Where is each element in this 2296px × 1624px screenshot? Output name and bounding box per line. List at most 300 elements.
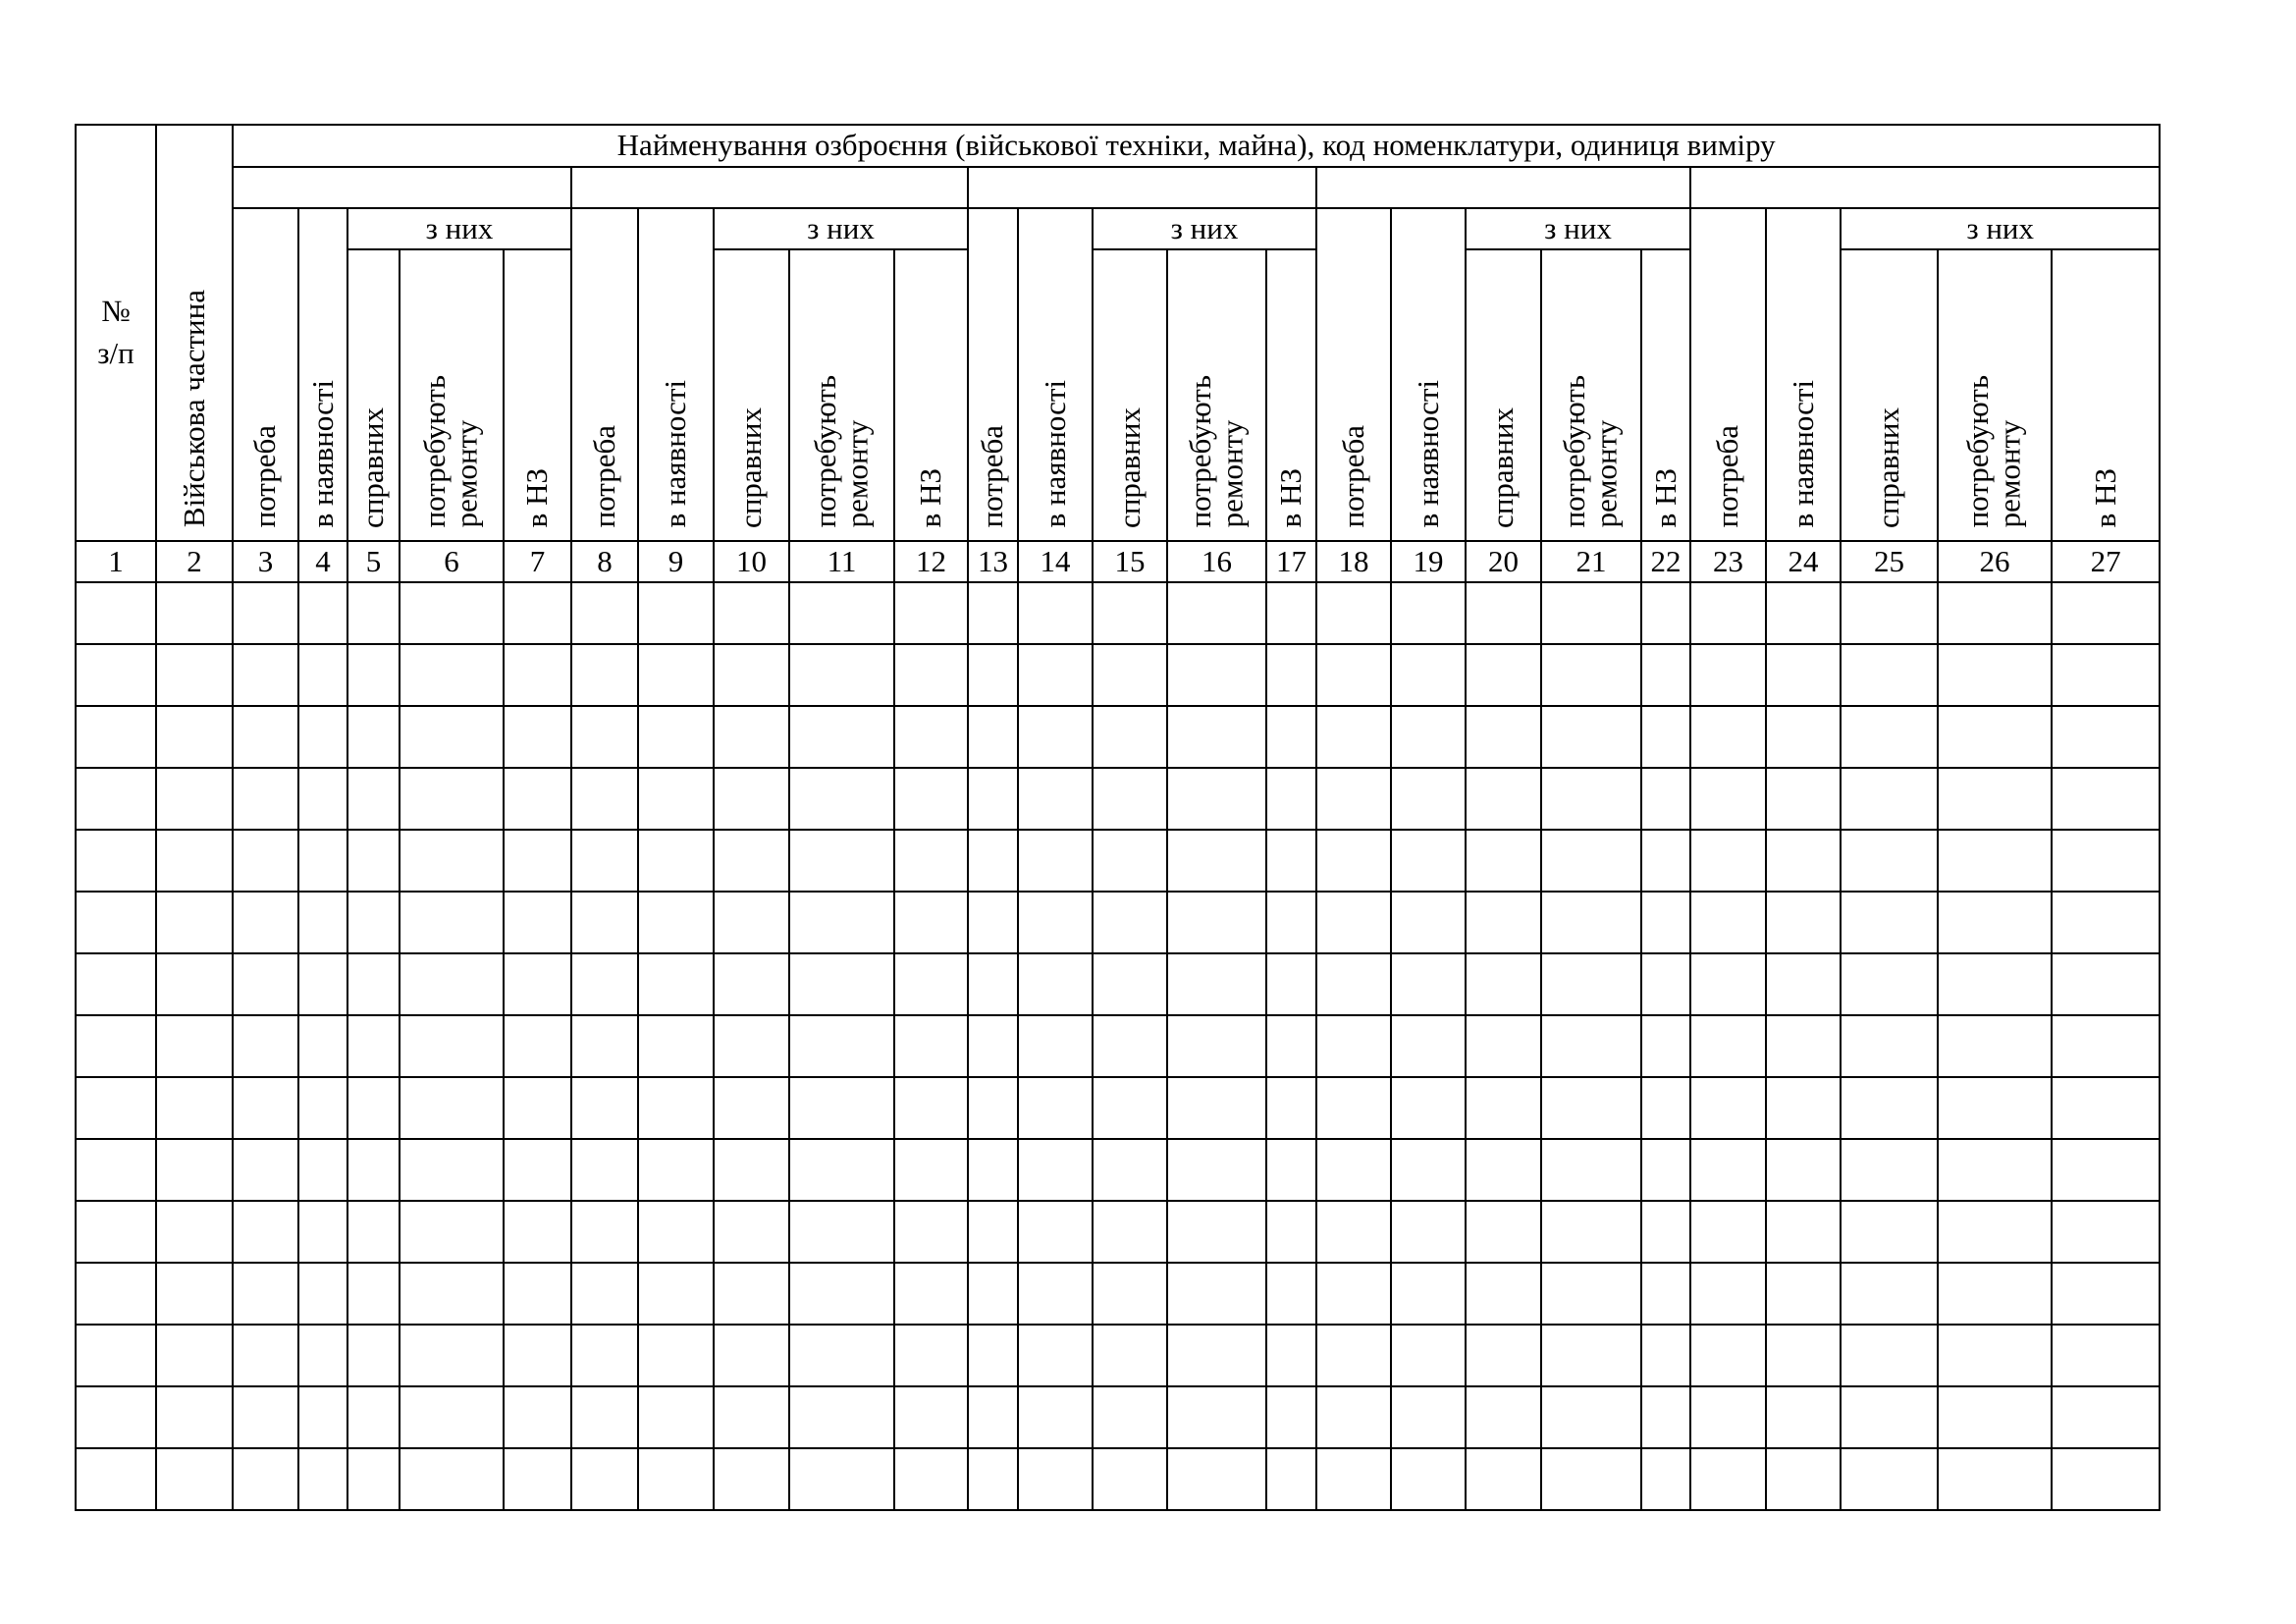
table-cell[interactable] [1841, 1139, 1938, 1201]
table-cell[interactable] [1266, 582, 1316, 644]
table-cell[interactable] [968, 1325, 1018, 1386]
table-cell[interactable] [156, 1077, 233, 1139]
table-cell[interactable] [2052, 1077, 2160, 1139]
table-cell[interactable] [1466, 1386, 1541, 1448]
table-cell[interactable] [400, 582, 504, 644]
table-cell[interactable] [1766, 1325, 1841, 1386]
table-cell[interactable] [233, 1386, 298, 1448]
table-cell[interactable] [714, 1325, 789, 1386]
table-cell[interactable] [571, 644, 638, 706]
table-cell[interactable] [156, 644, 233, 706]
table-cell[interactable] [233, 1263, 298, 1325]
table-cell[interactable] [1167, 830, 1266, 892]
table-cell[interactable] [1938, 953, 2052, 1015]
table-cell[interactable] [233, 644, 298, 706]
table-cell[interactable] [1641, 644, 1690, 706]
table-cell[interactable] [156, 1448, 233, 1510]
table-cell[interactable] [968, 1077, 1018, 1139]
table-cell[interactable] [233, 830, 298, 892]
table-cell[interactable] [1766, 1263, 1841, 1325]
table-cell[interactable] [233, 706, 298, 768]
table-cell[interactable] [2052, 830, 2160, 892]
table-cell[interactable] [1541, 1263, 1641, 1325]
table-cell[interactable] [1316, 892, 1391, 953]
table-cell[interactable] [298, 830, 347, 892]
table-cell[interactable] [1018, 1139, 1093, 1201]
table-cell[interactable] [1690, 1201, 1766, 1263]
table-cell[interactable] [2052, 892, 2160, 953]
table-cell[interactable] [571, 1201, 638, 1263]
table-cell[interactable] [1938, 1015, 2052, 1077]
table-cell[interactable] [76, 768, 156, 830]
table-cell[interactable] [1316, 1325, 1391, 1386]
table-cell[interactable] [76, 582, 156, 644]
table-cell[interactable] [298, 1386, 347, 1448]
table-cell[interactable] [1841, 706, 1938, 768]
table-cell[interactable] [298, 1263, 347, 1325]
table-cell[interactable] [1093, 892, 1167, 953]
table-cell[interactable] [156, 1015, 233, 1077]
table-cell[interactable] [1018, 892, 1093, 953]
table-cell[interactable] [1466, 1263, 1541, 1325]
table-cell[interactable] [968, 644, 1018, 706]
table-cell[interactable] [1690, 706, 1766, 768]
table-cell[interactable] [400, 953, 504, 1015]
table-cell[interactable] [1167, 1386, 1266, 1448]
table-cell[interactable] [1391, 953, 1466, 1015]
table-cell[interactable] [1316, 768, 1391, 830]
table-cell[interactable] [1766, 768, 1841, 830]
table-cell[interactable] [1018, 582, 1093, 644]
table-cell[interactable] [400, 644, 504, 706]
table-cell[interactable] [1841, 892, 1938, 953]
table-cell[interactable] [2052, 768, 2160, 830]
table-cell[interactable] [2052, 644, 2160, 706]
table-cell[interactable] [1690, 953, 1766, 1015]
table-cell[interactable] [714, 1201, 789, 1263]
table-cell[interactable] [1938, 644, 2052, 706]
table-cell[interactable] [1391, 768, 1466, 830]
table-cell[interactable] [1167, 953, 1266, 1015]
table-cell[interactable] [789, 1139, 894, 1201]
table-cell[interactable] [1766, 1448, 1841, 1510]
table-cell[interactable] [1167, 892, 1266, 953]
table-cell[interactable] [233, 1139, 298, 1201]
table-cell[interactable] [1391, 1015, 1466, 1077]
table-cell[interactable] [714, 582, 789, 644]
table-cell[interactable] [347, 1386, 400, 1448]
table-cell[interactable] [1391, 1448, 1466, 1510]
table-cell[interactable] [1093, 1201, 1167, 1263]
table-cell[interactable] [1391, 706, 1466, 768]
table-cell[interactable] [400, 1263, 504, 1325]
table-cell[interactable] [1541, 1448, 1641, 1510]
equipment-item-name-cell[interactable] [968, 167, 1316, 208]
table-cell[interactable] [1093, 1077, 1167, 1139]
table-cell[interactable] [1766, 1201, 1841, 1263]
table-cell[interactable] [1541, 830, 1641, 892]
table-cell[interactable] [1018, 706, 1093, 768]
table-cell[interactable] [1938, 1386, 2052, 1448]
table-cell[interactable] [1391, 1139, 1466, 1201]
table-cell[interactable] [1266, 1325, 1316, 1386]
table-cell[interactable] [789, 706, 894, 768]
table-cell[interactable] [968, 768, 1018, 830]
table-cell[interactable] [504, 644, 571, 706]
equipment-item-name-cell[interactable] [571, 167, 968, 208]
table-cell[interactable] [1841, 768, 1938, 830]
table-cell[interactable] [571, 582, 638, 644]
table-cell[interactable] [1093, 953, 1167, 1015]
table-cell[interactable] [1938, 706, 2052, 768]
table-cell[interactable] [571, 768, 638, 830]
table-cell[interactable] [1018, 1015, 1093, 1077]
table-cell[interactable] [504, 953, 571, 1015]
table-cell[interactable] [1466, 1077, 1541, 1139]
table-cell[interactable] [298, 1077, 347, 1139]
table-cell[interactable] [1466, 768, 1541, 830]
table-cell[interactable] [1641, 1015, 1690, 1077]
table-cell[interactable] [1167, 1201, 1266, 1263]
table-cell[interactable] [1093, 768, 1167, 830]
table-cell[interactable] [1766, 830, 1841, 892]
table-cell[interactable] [156, 953, 233, 1015]
table-cell[interactable] [789, 768, 894, 830]
table-cell[interactable] [571, 892, 638, 953]
table-cell[interactable] [1641, 1448, 1690, 1510]
table-cell[interactable] [347, 1139, 400, 1201]
table-cell[interactable] [571, 1015, 638, 1077]
table-cell[interactable] [571, 953, 638, 1015]
equipment-item-name-cell[interactable] [1690, 167, 2160, 208]
table-cell[interactable] [1938, 1448, 2052, 1510]
table-cell[interactable] [1018, 953, 1093, 1015]
table-cell[interactable] [789, 953, 894, 1015]
table-cell[interactable] [400, 1386, 504, 1448]
table-cell[interactable] [714, 830, 789, 892]
table-cell[interactable] [156, 768, 233, 830]
table-cell[interactable] [1641, 953, 1690, 1015]
table-cell[interactable] [1266, 1077, 1316, 1139]
table-cell[interactable] [1391, 1325, 1466, 1386]
table-cell[interactable] [571, 1077, 638, 1139]
table-cell[interactable] [76, 1263, 156, 1325]
table-cell[interactable] [1841, 1325, 1938, 1386]
table-cell[interactable] [1690, 1448, 1766, 1510]
table-cell[interactable] [1641, 892, 1690, 953]
table-cell[interactable] [76, 1139, 156, 1201]
table-cell[interactable] [968, 953, 1018, 1015]
table-cell[interactable] [1690, 1386, 1766, 1448]
table-cell[interactable] [2052, 582, 2160, 644]
table-cell[interactable] [298, 1448, 347, 1510]
table-cell[interactable] [347, 768, 400, 830]
table-cell[interactable] [347, 644, 400, 706]
table-cell[interactable] [1641, 1263, 1690, 1325]
table-cell[interactable] [1093, 582, 1167, 644]
table-cell[interactable] [1641, 1386, 1690, 1448]
table-cell[interactable] [968, 1139, 1018, 1201]
table-cell[interactable] [1167, 706, 1266, 768]
table-cell[interactable] [1466, 1325, 1541, 1386]
table-cell[interactable] [2052, 1201, 2160, 1263]
table-cell[interactable] [894, 1077, 968, 1139]
table-cell[interactable] [714, 953, 789, 1015]
table-cell[interactable] [1266, 953, 1316, 1015]
table-cell[interactable] [789, 1077, 894, 1139]
table-cell[interactable] [1841, 1077, 1938, 1139]
table-cell[interactable] [894, 1325, 968, 1386]
table-cell[interactable] [1466, 706, 1541, 768]
table-cell[interactable] [789, 830, 894, 892]
table-cell[interactable] [298, 1139, 347, 1201]
table-cell[interactable] [714, 706, 789, 768]
table-cell[interactable] [1641, 582, 1690, 644]
table-cell[interactable] [2052, 1015, 2160, 1077]
table-cell[interactable] [714, 1386, 789, 1448]
table-cell[interactable] [714, 1448, 789, 1510]
table-cell[interactable] [1391, 582, 1466, 644]
table-cell[interactable] [1938, 1077, 2052, 1139]
table-cell[interactable] [1167, 644, 1266, 706]
table-cell[interactable] [1316, 706, 1391, 768]
table-cell[interactable] [789, 1386, 894, 1448]
table-cell[interactable] [1391, 1263, 1466, 1325]
table-cell[interactable] [1266, 644, 1316, 706]
table-cell[interactable] [347, 582, 400, 644]
table-cell[interactable] [714, 1015, 789, 1077]
table-cell[interactable] [1391, 1201, 1466, 1263]
table-cell[interactable] [968, 1386, 1018, 1448]
table-cell[interactable] [1841, 953, 1938, 1015]
table-cell[interactable] [298, 644, 347, 706]
table-cell[interactable] [298, 1325, 347, 1386]
table-cell[interactable] [1541, 1077, 1641, 1139]
table-cell[interactable] [1266, 830, 1316, 892]
table-cell[interactable] [638, 644, 714, 706]
table-cell[interactable] [504, 582, 571, 644]
table-cell[interactable] [1466, 644, 1541, 706]
table-cell[interactable] [76, 1201, 156, 1263]
table-cell[interactable] [2052, 706, 2160, 768]
table-cell[interactable] [1541, 582, 1641, 644]
table-cell[interactable] [638, 582, 714, 644]
table-cell[interactable] [1167, 768, 1266, 830]
table-cell[interactable] [1690, 1263, 1766, 1325]
table-cell[interactable] [638, 1386, 714, 1448]
table-cell[interactable] [1690, 1325, 1766, 1386]
table-cell[interactable] [1938, 892, 2052, 953]
table-cell[interactable] [504, 1077, 571, 1139]
table-cell[interactable] [1018, 644, 1093, 706]
table-cell[interactable] [638, 953, 714, 1015]
table-cell[interactable] [1641, 1077, 1690, 1139]
table-cell[interactable] [1391, 1386, 1466, 1448]
table-cell[interactable] [1541, 1386, 1641, 1448]
table-cell[interactable] [347, 953, 400, 1015]
table-cell[interactable] [789, 1263, 894, 1325]
table-cell[interactable] [968, 892, 1018, 953]
table-cell[interactable] [1018, 830, 1093, 892]
table-cell[interactable] [714, 644, 789, 706]
table-cell[interactable] [1316, 1139, 1391, 1201]
table-cell[interactable] [1316, 1015, 1391, 1077]
table-cell[interactable] [1018, 1325, 1093, 1386]
table-cell[interactable] [2052, 1139, 2160, 1201]
table-cell[interactable] [638, 768, 714, 830]
table-cell[interactable] [1018, 1263, 1093, 1325]
table-cell[interactable] [1466, 1015, 1541, 1077]
table-cell[interactable] [571, 1448, 638, 1510]
table-cell[interactable] [968, 1015, 1018, 1077]
table-cell[interactable] [1167, 1015, 1266, 1077]
table-cell[interactable] [400, 1325, 504, 1386]
table-cell[interactable] [894, 830, 968, 892]
table-cell[interactable] [1641, 1201, 1690, 1263]
table-cell[interactable] [504, 1448, 571, 1510]
table-cell[interactable] [571, 1263, 638, 1325]
table-cell[interactable] [400, 1201, 504, 1263]
table-cell[interactable] [714, 892, 789, 953]
table-cell[interactable] [1093, 706, 1167, 768]
table-cell[interactable] [714, 768, 789, 830]
table-cell[interactable] [76, 1077, 156, 1139]
table-cell[interactable] [76, 644, 156, 706]
table-cell[interactable] [298, 892, 347, 953]
table-cell[interactable] [1167, 582, 1266, 644]
table-cell[interactable] [1641, 706, 1690, 768]
table-cell[interactable] [1266, 706, 1316, 768]
table-cell[interactable] [1938, 1325, 2052, 1386]
table-cell[interactable] [76, 1015, 156, 1077]
table-cell[interactable] [789, 892, 894, 953]
table-cell[interactable] [233, 1077, 298, 1139]
table-cell[interactable] [1641, 1139, 1690, 1201]
table-cell[interactable] [1093, 1015, 1167, 1077]
table-cell[interactable] [1766, 582, 1841, 644]
table-cell[interactable] [504, 830, 571, 892]
table-cell[interactable] [1841, 830, 1938, 892]
table-cell[interactable] [298, 953, 347, 1015]
table-cell[interactable] [894, 582, 968, 644]
table-cell[interactable] [347, 830, 400, 892]
table-cell[interactable] [2052, 1448, 2160, 1510]
table-cell[interactable] [968, 1201, 1018, 1263]
table-cell[interactable] [1938, 1263, 2052, 1325]
table-cell[interactable] [1641, 768, 1690, 830]
table-cell[interactable] [894, 892, 968, 953]
table-cell[interactable] [1541, 1139, 1641, 1201]
table-cell[interactable] [1690, 644, 1766, 706]
table-cell[interactable] [1641, 1325, 1690, 1386]
table-cell[interactable] [1093, 644, 1167, 706]
table-cell[interactable] [233, 768, 298, 830]
table-cell[interactable] [1690, 1077, 1766, 1139]
table-cell[interactable] [1541, 768, 1641, 830]
table-cell[interactable] [1841, 1201, 1938, 1263]
table-cell[interactable] [894, 1263, 968, 1325]
table-cell[interactable] [1766, 892, 1841, 953]
table-cell[interactable] [1316, 1386, 1391, 1448]
table-cell[interactable] [400, 1077, 504, 1139]
table-cell[interactable] [1466, 892, 1541, 953]
table-cell[interactable] [1167, 1077, 1266, 1139]
table-cell[interactable] [504, 768, 571, 830]
table-cell[interactable] [1938, 1139, 2052, 1201]
table-cell[interactable] [76, 1448, 156, 1510]
table-cell[interactable] [2052, 1263, 2160, 1325]
table-cell[interactable] [968, 1448, 1018, 1510]
table-cell[interactable] [1690, 582, 1766, 644]
table-cell[interactable] [1938, 768, 2052, 830]
table-cell[interactable] [400, 768, 504, 830]
table-cell[interactable] [504, 892, 571, 953]
table-cell[interactable] [968, 1263, 1018, 1325]
table-cell[interactable] [2052, 1386, 2160, 1448]
table-cell[interactable] [1316, 1263, 1391, 1325]
table-cell[interactable] [1266, 768, 1316, 830]
table-cell[interactable] [233, 953, 298, 1015]
table-cell[interactable] [1018, 1077, 1093, 1139]
table-cell[interactable] [1766, 1386, 1841, 1448]
table-cell[interactable] [1167, 1448, 1266, 1510]
table-cell[interactable] [233, 1015, 298, 1077]
table-cell[interactable] [1466, 953, 1541, 1015]
table-cell[interactable] [1766, 1139, 1841, 1201]
table-cell[interactable] [894, 1201, 968, 1263]
table-cell[interactable] [1093, 1139, 1167, 1201]
table-cell[interactable] [156, 1201, 233, 1263]
table-cell[interactable] [504, 1139, 571, 1201]
table-cell[interactable] [1018, 768, 1093, 830]
table-cell[interactable] [571, 706, 638, 768]
table-cell[interactable] [2052, 1325, 2160, 1386]
table-cell[interactable] [638, 1263, 714, 1325]
table-cell[interactable] [1018, 1448, 1093, 1510]
table-cell[interactable] [1167, 1325, 1266, 1386]
table-cell[interactable] [347, 1077, 400, 1139]
table-cell[interactable] [156, 1139, 233, 1201]
table-cell[interactable] [789, 1015, 894, 1077]
table-cell[interactable] [347, 892, 400, 953]
table-cell[interactable] [714, 1263, 789, 1325]
table-cell[interactable] [2052, 953, 2160, 1015]
table-cell[interactable] [1266, 1139, 1316, 1201]
table-cell[interactable] [233, 1201, 298, 1263]
table-cell[interactable] [1541, 644, 1641, 706]
table-cell[interactable] [400, 830, 504, 892]
table-cell[interactable] [1541, 706, 1641, 768]
table-cell[interactable] [1766, 706, 1841, 768]
table-cell[interactable] [638, 830, 714, 892]
table-cell[interactable] [1316, 582, 1391, 644]
table-cell[interactable] [714, 1077, 789, 1139]
table-cell[interactable] [1018, 1386, 1093, 1448]
table-cell[interactable] [1093, 830, 1167, 892]
table-cell[interactable] [1093, 1386, 1167, 1448]
table-cell[interactable] [504, 706, 571, 768]
table-cell[interactable] [1938, 1201, 2052, 1263]
table-cell[interactable] [1938, 830, 2052, 892]
table-cell[interactable] [1766, 953, 1841, 1015]
table-cell[interactable] [298, 1201, 347, 1263]
table-cell[interactable] [894, 768, 968, 830]
table-cell[interactable] [1266, 1201, 1316, 1263]
table-cell[interactable] [233, 892, 298, 953]
table-cell[interactable] [1766, 1077, 1841, 1139]
table-cell[interactable] [233, 1448, 298, 1510]
table-cell[interactable] [1690, 1139, 1766, 1201]
